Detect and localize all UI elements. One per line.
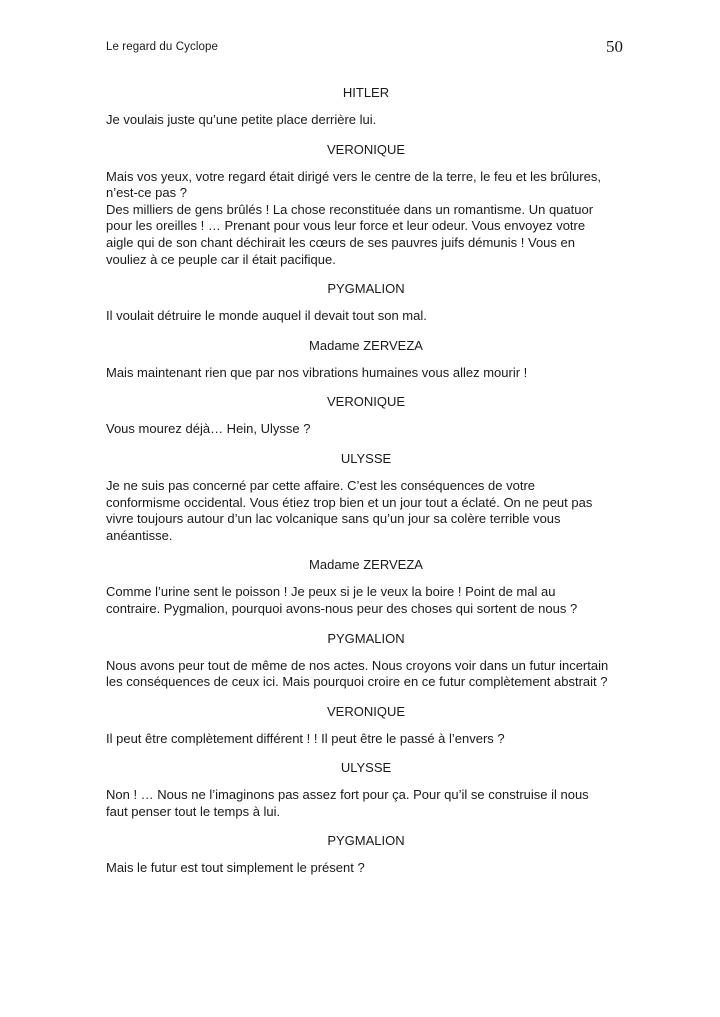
dialogue-line: Il peut être complètement différent ! ! Il peut être le passé à l’envers ? bbox=[106, 730, 505, 746]
speaker-name: ULYSSE bbox=[340, 760, 392, 776]
speaker-name: Madame ZERVEZA bbox=[309, 337, 423, 353]
dialogue-line: Comme l’urine sent le poisson ! Je peux si je le veux la boire ! Point de mal au contraire. Pygmalion, pourquoi avons-nous peur des choses qui sortent de nous ? bbox=[106, 584, 578, 616]
page-number: 50 bbox=[606, 37, 623, 56]
dialogue-line: Je voulais juste qu’une petite place derrière lui. bbox=[106, 112, 377, 127]
speaker-name: HITLER bbox=[342, 85, 390, 100]
dialogue-line: Il voulait détruire le monde auquel il devait tout son mal. bbox=[106, 308, 427, 324]
dialogue-body bbox=[106, 85, 626, 890]
speaker-name: VERONIQUE bbox=[326, 394, 405, 410]
speaker-name: Madame ZERVEZA bbox=[309, 557, 423, 573]
speaker-name: VERONIQUE bbox=[326, 703, 405, 719]
dialogue-line: Je ne suis pas concerné par cette affaire. C’est les conséquences de votre conformisme occidental. Vous étiez trop bien et un jour tout a éclaté. On ne peut pas vivre toujours autour d’un lac volcanique sans qu’un jour sa colère terrible vous anéantisse. bbox=[106, 477, 593, 543]
running-title: Le regard du Cyclope bbox=[106, 41, 218, 53]
dialogue-line: Vous mourez déjà… Hein, Ulysse ? bbox=[106, 421, 311, 437]
speaker-name: PYGMALION bbox=[327, 833, 405, 849]
dialogue-line: Nous avons peur tout de même de nos actes. Nous croyons voir dans un futur incertain les conséquences de ceux ici. Mais pourquoi croire en ce futur complètement abstrait ? bbox=[106, 657, 609, 690]
dialogue-line: Mais maintenant rien que par nos vibrations humaines vous allez mourir ! bbox=[106, 364, 528, 380]
speaker-name: PYGMALION bbox=[327, 281, 405, 297]
dialogue-line: Non ! … Nous ne l’imaginons pas assez fort pour ça. Pour qu’il se construise il nous faut penser tout le temps à lui. bbox=[106, 787, 589, 819]
speaker-name: PYGMALION bbox=[327, 630, 405, 646]
speaker-name: VERONIQUE bbox=[326, 141, 405, 157]
dialogue-line: Mais le futur est tout simplement le présent ? bbox=[106, 860, 365, 876]
speaker-name: ULYSSE bbox=[340, 450, 392, 466]
dialogue-line: Mais vos yeux, votre regard était dirigé vers le centre de la terre, le feu et les brûlures, n’est-ce pas ? Des milliers de gens brûlés ! La chose reconstituée dans un romantisme. Un quatuor pour les oreilles ! … Prenant pour vous leur force et leur odeur. Vous envoyez votre aigle qui de son chant déchirait les cœurs de ses pauvres juifs démunis ! Vous en vouliez à ce peuple car il était pacifique. bbox=[106, 168, 601, 267]
